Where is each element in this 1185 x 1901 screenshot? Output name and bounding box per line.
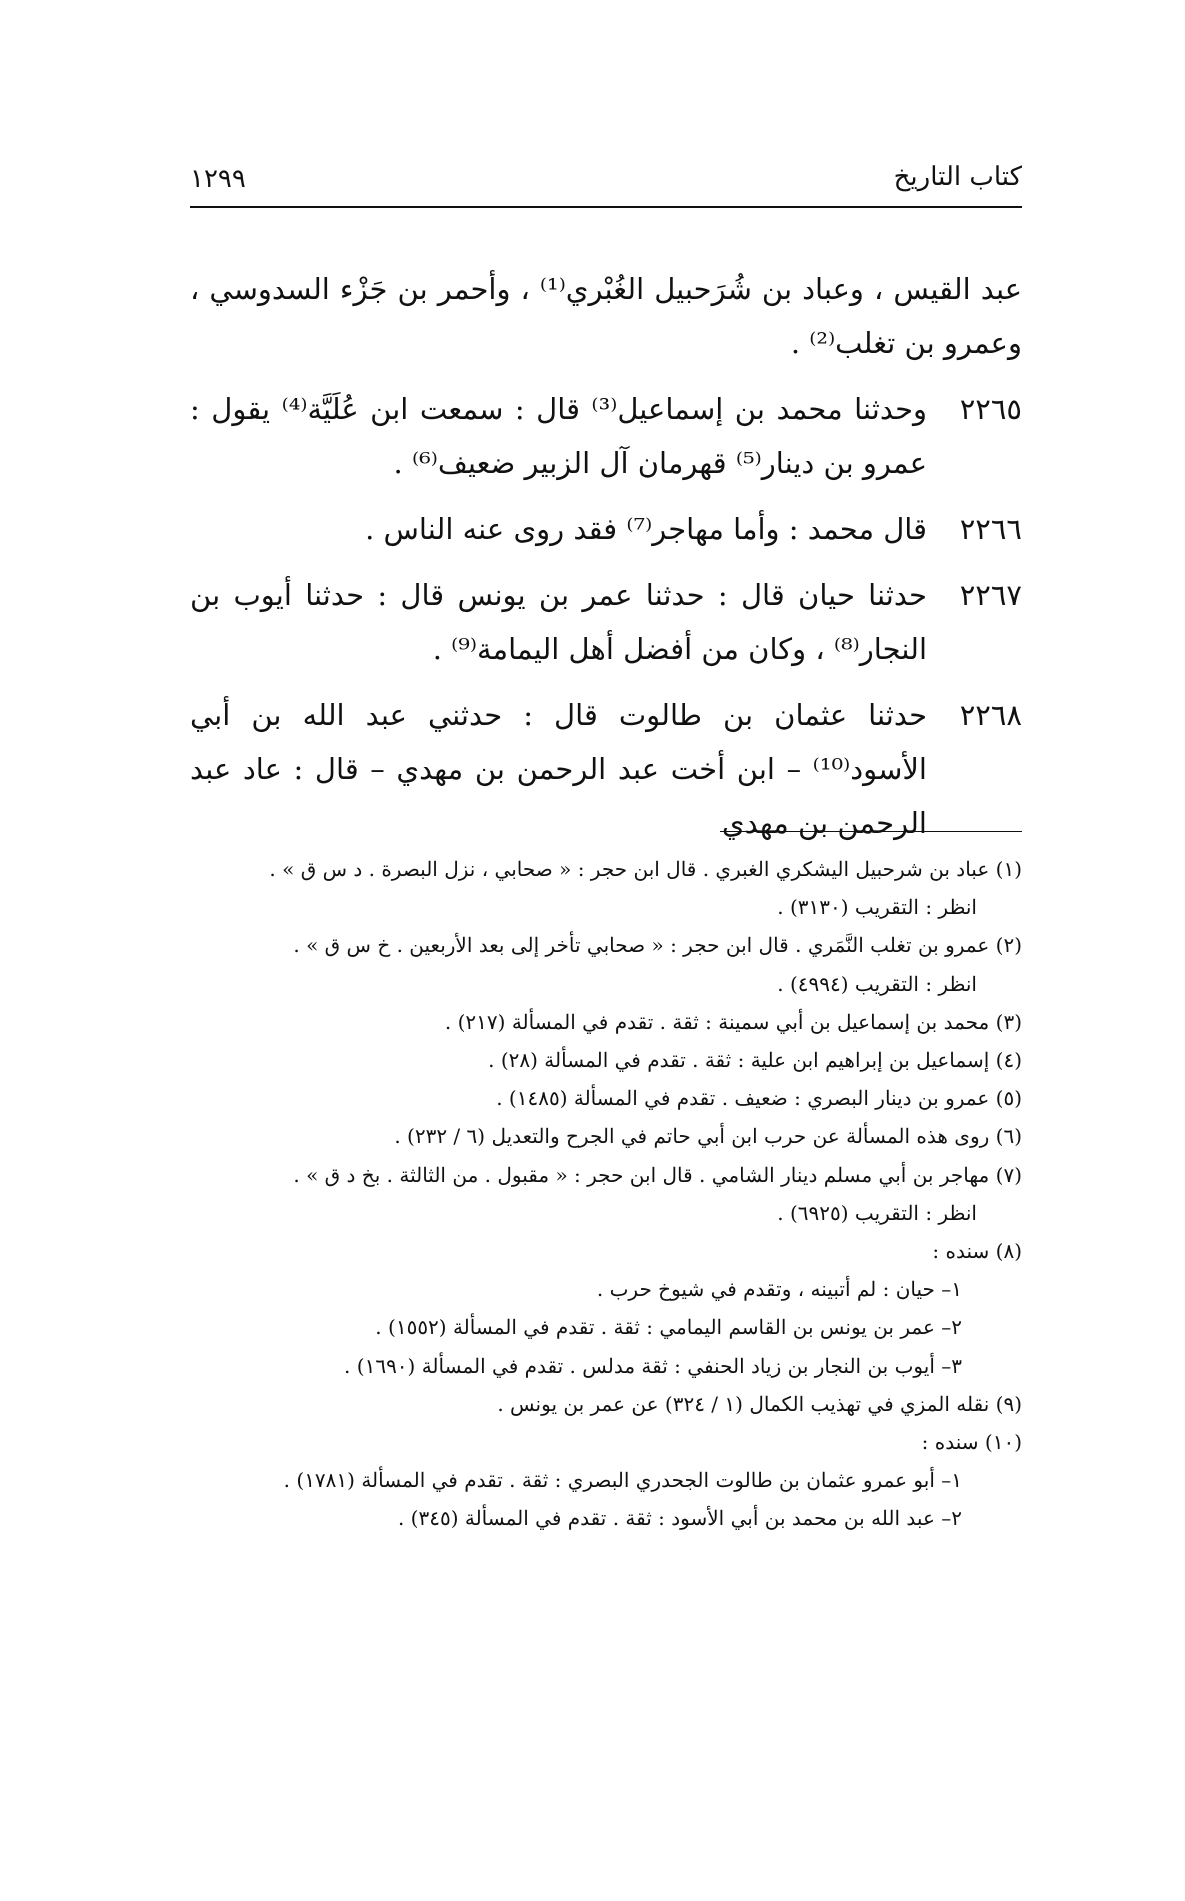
footnote-line: انظر : التقريب (٤٩٩٤) . — [777, 971, 977, 996]
footnote-line: ٢– عبد الله بن محمد بن أبي الأسود : ثقة . تقدم في المسألة (٣٤٥) . — [397, 1506, 962, 1531]
paragraph-text: حدثنا حيان قال : حدثنا عمر بن يونس قال : حدثنا أيوب بن النجار⁽⁸⁾ ، وكان من أفضل أهل اليمامة⁽⁹⁾ . — [190, 578, 927, 666]
footnote-line: (٧) مهاجر بن أبي مسلم دينار الشامي . قال ابن حجر : « مقبول . من الثالثة . بخ د ق » . — [293, 1162, 1022, 1187]
footnote-line: (٤) إسماعيل بن إبراهيم ابن علية : ثقة . تقدم في المسألة (٢٨) . — [488, 1048, 1022, 1073]
paragraph-continuation — [190, 262, 1022, 370]
footnote-line: (٥) عمرو بن دينار البصري : ضعيف . تقدم في المسألة (١٤٨٥) . — [496, 1086, 1022, 1111]
paragraph-text: حدثنا عثمان بن طالوت قال : حدثني عبد الله بن أبي الأسود⁽¹⁰⁾ – ابن أخت عبد الرحمن بن مهدي – قال : عاد عبد الرحمن بن مهدي — [190, 698, 927, 840]
paragraph-2266 — [190, 502, 1022, 556]
paragraph-2268 — [190, 688, 1022, 850]
footnote-line: (٣) محمد بن إسماعيل بن أبي سمينة : ثقة . تقدم في المسألة (٢١٧) . — [444, 1009, 1022, 1034]
book-title: كتاب التاريخ — [893, 162, 1022, 192]
running-header — [190, 162, 1022, 208]
paragraph-2265 — [190, 382, 1022, 490]
header-rule — [190, 206, 1022, 208]
footnotes — [230, 850, 1022, 1538]
paragraph-number: ٢٢٦٥ — [959, 392, 1022, 426]
paragraph-number: ٢٢٦٦ — [959, 512, 1022, 546]
footnote-line: انظر : التقريب (٦٩٢٥) . — [777, 1200, 977, 1225]
footnote-line: ٢– عمر بن يونس بن القاسم اليمامي : ثقة . تقدم في المسألة (١٥٥٢) . — [375, 1315, 962, 1340]
footnote-line: (٨) سنده : — [932, 1239, 1022, 1264]
paragraph-number: ٢٢٦٧ — [959, 578, 1022, 612]
footnote-line: (١٠) سنده : — [921, 1430, 1022, 1455]
paragraph-number: ٢٢٦٨ — [959, 698, 1022, 732]
footnote-line: (٦) روى هذه المسألة عن حرب ابن أبي حاتم في الجرح والتعديل (٦ / ٢٣٢) . — [394, 1124, 1022, 1149]
paragraph-2267 — [190, 568, 1022, 676]
footnote-line: ١– حيان : لم أتبينه ، وتقدم في شيوخ حرب . — [596, 1277, 962, 1302]
footnote-separator — [720, 831, 1022, 832]
paragraph-text: عبد القيس ، وعباد بن شُرَحبيل الغُبْري⁽¹⁾ ، وأحمر بن جَزْء السدوسي ، وعمرو بن تغلب⁽²⁾ . — [190, 272, 1022, 360]
paragraph-text: قال محمد : وأما مهاجر⁽⁷⁾ فقد روى عنه الناس . — [365, 512, 927, 546]
footnote-line: ١– أبو عمرو عثمان بن طالوت الجحدري البصري : ثقة . تقدم في المسألة (١٧٨١) . — [283, 1468, 962, 1493]
footnote-line: (٩) نقله المزي في تهذيب الكمال (١ / ٣٢٤) عن عمر بن يونس . — [497, 1391, 1022, 1416]
footnote-line: ٣– أيوب بن النجار بن زياد الحنفي : ثقة مدلس . تقدم في المسألة (١٦٩٠) . — [344, 1353, 962, 1378]
page-number: ١٢٩٩ — [190, 164, 246, 194]
footnote-line: (٢) عمرو بن تغلب النَّمَري . قال ابن حجر : « صحابي تأخر إلى بعد الأربعين . خ س ق » . — [293, 933, 1022, 958]
footnote-line: (١) عباد بن شرحبيل اليشكري الغبري . قال ابن حجر : « صحابي ، نزل البصرة . د س ق » . — [269, 857, 1022, 881]
paragraph-text: وحدثنا محمد بن إسماعيل⁽³⁾ قال : سمعت ابن عُلَيَّة⁽⁴⁾ يقول : عمرو بن دينار⁽⁵⁾ قهرمان آل الزبير ضعيف⁽⁶⁾ . — [190, 392, 927, 480]
main-text — [190, 262, 1022, 862]
footnote-line: انظر : التقريب (٣١٣٠) . — [777, 895, 977, 920]
